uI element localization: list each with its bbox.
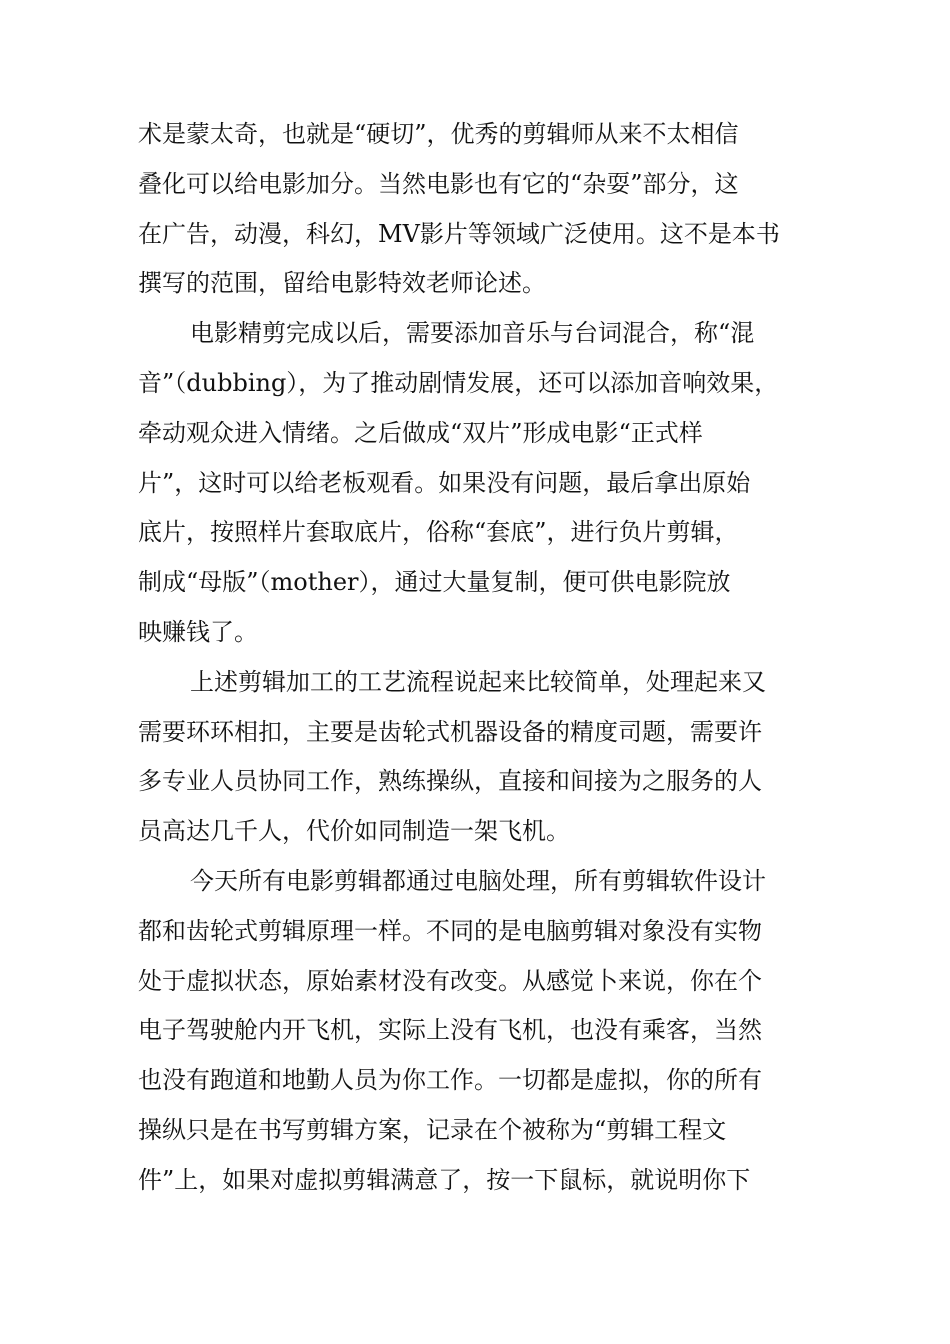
text-line: 也没有跑道和地勤人员为你工作。一切都是虚拟，你的所有 <box>138 1066 762 1095</box>
text-line: 需要环环相扣，主要是齿轮式机器设备的精度司题，需要许 <box>138 717 762 746</box>
text-line: 员高达几千人，代价如同制造一架飞机。 <box>138 817 570 846</box>
text-line: 电子驾驶舱内开飞机，实际上没有飞机，也没有乘客，当然 <box>138 1016 762 1045</box>
text-line: 音”（dubbing），为了推动剧情发展，还可以添加音响效果， <box>138 368 779 397</box>
text-line: 撰写的范围，留给电影特效老师论述。 <box>138 269 546 298</box>
text-line: 牵动观众进入情绪。之后做成“双片”形成电影“正式样 <box>138 418 703 447</box>
text-line: 今天所有电影剪辑都通过电脑处理，所有剪辑软件设计 <box>190 866 766 895</box>
text-line: 制成“母版”（mother），通过大量复制，便可供电影院放 <box>138 568 731 597</box>
text-line: 电影精剪完成以后，需要添加音乐与台词混合，称“混 <box>190 319 755 348</box>
text-line: 术是蒙太奇，也就是“硬切”，优秀的剪辑师从来不太相信 <box>138 120 739 148</box>
text-line: 底片，按照样片套取底片，俗称“套底”，进行负片剪辑， <box>138 518 739 547</box>
text-line: 片”，这时可以给老板观看。如果没有问题，最后拿出原始 <box>138 468 751 497</box>
text-line: 都和齿轮式剪辑原理一样。不同的是电脑剪辑对象没有实物 <box>138 916 762 945</box>
text-line: 叠化可以给电影加分。当然电影也有它的“杂耍”部分，这 <box>138 169 739 198</box>
body-text <box>138 110 838 1206</box>
text-line: 件”上，如果对虚拟剪辑满意了，按一下鼠标，就说明你下 <box>138 1165 751 1194</box>
text-line: 映赚钱了。 <box>138 617 258 646</box>
text-line: 上述剪辑加工的工艺流程说起来比较简单，处理起来又 <box>190 667 766 696</box>
text-line: 多专业人员协同工作，熟练操纵，直接和间接为之服务的人 <box>138 767 762 796</box>
text-line: 操纵只是在书写剪辑方案，记录在个被称为“剪辑工程文 <box>138 1115 727 1144</box>
text-line: 处于虚拟状态，原始素材没有改变。从感觉卜来说，你在个 <box>138 966 762 995</box>
text-line: 在广告，动漫，科幻，MV影片等领域广泛使用。这不是本书 <box>138 219 780 248</box>
